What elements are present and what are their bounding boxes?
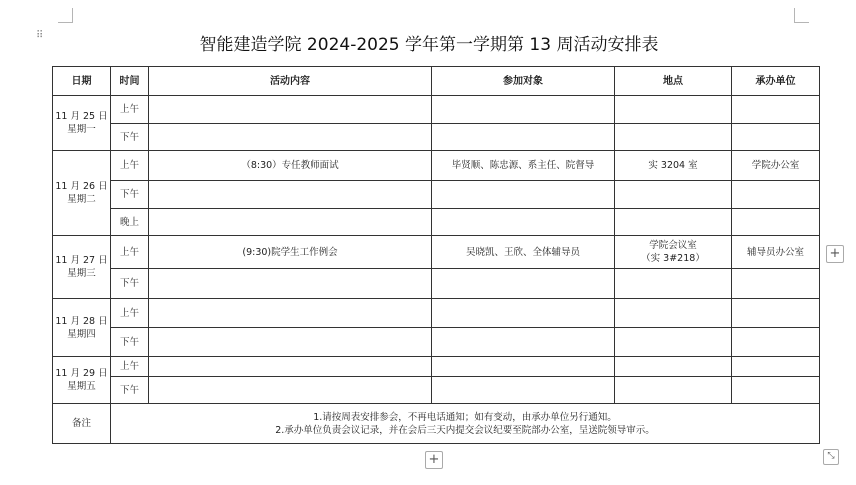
- time-cell[interactable]: 晚上: [111, 209, 149, 236]
- content-cell[interactable]: [149, 96, 432, 124]
- organizer-cell[interactable]: [732, 269, 820, 299]
- notes-label-cell[interactable]: 备注: [53, 404, 111, 444]
- organizer-cell[interactable]: 辅导员办公室: [732, 236, 820, 269]
- date-label: 11 月 29 日: [55, 368, 108, 379]
- date-cell[interactable]: [53, 236, 111, 299]
- schedule-table: [52, 66, 820, 444]
- attendees-cell[interactable]: [432, 299, 615, 328]
- location-cell[interactable]: [615, 328, 732, 357]
- attendees-cell[interactable]: 毕贤顺、陈忠源、系主任、院督导: [432, 151, 615, 181]
- content-cell[interactable]: （8:30）专任教师面试: [149, 151, 432, 181]
- content-cell[interactable]: [149, 299, 432, 328]
- attendees-cell[interactable]: [432, 181, 615, 209]
- attendees-cell[interactable]: [432, 209, 615, 236]
- table-resize-icon[interactable]: ⤡: [823, 449, 839, 465]
- date-cell[interactable]: [53, 151, 111, 236]
- location-label: 学院会议室: [649, 240, 697, 251]
- content-cell[interactable]: [149, 209, 432, 236]
- table-row: [53, 299, 820, 328]
- time-cell[interactable]: 下午: [111, 124, 149, 151]
- table-row: [53, 377, 820, 404]
- location-cell[interactable]: [615, 236, 732, 269]
- organizer-cell[interactable]: 学院办公室: [732, 151, 820, 181]
- date-cell[interactable]: [53, 96, 111, 151]
- location-sub-label: （实 3#218）: [641, 253, 705, 264]
- attendees-cell[interactable]: 吴晓凯、王欣、全体辅导员: [432, 236, 615, 269]
- content-cell[interactable]: [149, 124, 432, 151]
- date-cell[interactable]: [53, 299, 111, 357]
- organizer-cell[interactable]: [732, 357, 820, 377]
- table-row: [53, 124, 820, 151]
- organizer-cell[interactable]: [732, 209, 820, 236]
- header-attendees: 参加对象: [432, 67, 615, 96]
- weekday-label: 星期一: [67, 124, 96, 135]
- table-row: [53, 236, 820, 269]
- location-cell[interactable]: 实 3204 室: [615, 151, 732, 181]
- time-cell[interactable]: 上午: [111, 96, 149, 124]
- page-title: 智能建造学院 2024-2025 学年第一学期第 13 周活动安排表: [199, 35, 659, 55]
- add-column-button[interactable]: +: [826, 245, 844, 263]
- content-cell[interactable]: [149, 269, 432, 299]
- attendees-cell[interactable]: [432, 377, 615, 404]
- weekday-label: 星期三: [67, 268, 96, 279]
- date-label: 11 月 27 日: [55, 255, 108, 266]
- weekday-label: 星期四: [67, 328, 96, 340]
- organizer-cell[interactable]: [732, 96, 820, 124]
- location-cell[interactable]: [615, 269, 732, 299]
- table-row: [53, 209, 820, 236]
- time-cell[interactable]: 上午: [111, 299, 149, 328]
- date-cell[interactable]: [53, 357, 111, 404]
- attendees-cell[interactable]: [432, 96, 615, 124]
- header-content: 活动内容: [149, 67, 432, 96]
- time-cell[interactable]: 下午: [111, 181, 149, 209]
- table-row: [53, 328, 820, 357]
- notes-content-cell[interactable]: [111, 404, 820, 444]
- location-cell[interactable]: [615, 377, 732, 404]
- location-cell[interactable]: [615, 357, 732, 377]
- header-location: 地点: [615, 67, 732, 96]
- date-label: 11 月 25 日: [55, 111, 108, 122]
- table-row: [53, 357, 820, 377]
- header-time: 时间: [111, 67, 149, 96]
- time-cell[interactable]: 上午: [111, 357, 149, 377]
- weekday-label: 星期五: [67, 381, 96, 392]
- content-cell[interactable]: [149, 357, 432, 377]
- add-row-button[interactable]: +: [425, 451, 443, 469]
- location-cell[interactable]: [615, 209, 732, 236]
- note-line: 2.承办单位负责会议记录，并在会后三天内提交会议纪要至院部办公室，呈送院领导审示。: [275, 424, 655, 436]
- attendees-cell[interactable]: [432, 357, 615, 377]
- organizer-cell[interactable]: [732, 377, 820, 404]
- table-row: [53, 96, 820, 124]
- page-corner-top-right: [794, 8, 809, 23]
- page-corner-top-left: [58, 8, 73, 23]
- note-line: 1.请按周表安排参会，不再电话通知；如有变动，由承办单位另行通知。: [313, 411, 617, 423]
- organizer-cell[interactable]: [732, 181, 820, 209]
- location-cell[interactable]: [615, 96, 732, 124]
- location-cell[interactable]: [615, 181, 732, 209]
- time-cell[interactable]: 下午: [111, 328, 149, 357]
- date-label: 11 月 28 日: [55, 315, 108, 327]
- organizer-cell[interactable]: [732, 328, 820, 357]
- location-cell[interactable]: [615, 299, 732, 328]
- attendees-cell[interactable]: [432, 124, 615, 151]
- organizer-cell[interactable]: [732, 124, 820, 151]
- table-row: [53, 151, 820, 181]
- weekday-label: 星期二: [67, 194, 96, 205]
- header-date: 日期: [53, 67, 111, 96]
- content-cell[interactable]: [149, 328, 432, 357]
- notes-row: [53, 404, 820, 444]
- time-cell[interactable]: 下午: [111, 377, 149, 404]
- time-cell[interactable]: 上午: [111, 151, 149, 181]
- attendees-cell[interactable]: [432, 328, 615, 357]
- organizer-cell[interactable]: [732, 299, 820, 328]
- table-row: [53, 269, 820, 299]
- content-cell[interactable]: (9:30)院学生工作例会: [149, 236, 432, 269]
- time-cell[interactable]: 下午: [111, 269, 149, 299]
- content-cell[interactable]: [149, 377, 432, 404]
- header-row: [53, 67, 820, 96]
- attendees-cell[interactable]: [432, 269, 615, 299]
- time-cell[interactable]: 上午: [111, 236, 149, 269]
- table-drag-handle-icon[interactable]: ⠿: [36, 30, 45, 41]
- date-label: 11 月 26 日: [55, 181, 108, 192]
- location-cell[interactable]: [615, 124, 732, 151]
- content-cell[interactable]: [149, 181, 432, 209]
- header-organizer: 承办单位: [732, 67, 820, 96]
- table-row: [53, 181, 820, 209]
